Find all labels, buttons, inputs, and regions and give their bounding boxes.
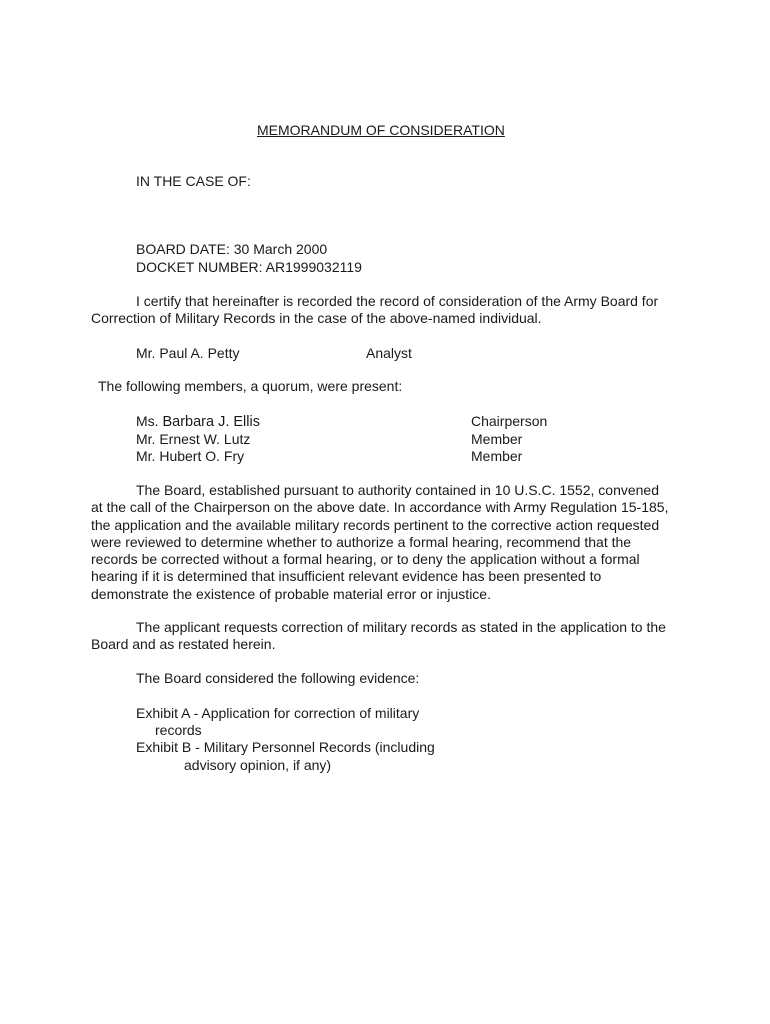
board-date: BOARD DATE: 30 March 2000 <box>136 241 328 257</box>
member-prefix: Ms. <box>136 413 163 429</box>
member-name <box>136 413 260 431</box>
applicant-paragraph-text: The applicant requests correction of military records as stated in the application to the Board and as restated herein. <box>91 619 666 653</box>
board-paragraph-text: The Board, established pursuant to authority contained in 10 U.S.C. 1552, convened at the call of the Chairperson on the above date. In accordance with Army Regulation 15-185, the application and the available military records pertinent to the corrective action requested were reviewed to determine whether to authorize a formal hearing, recommend that the records be corrected without a formal hearing, or to deny the application without a formal hearing if it is determined that insufficient relevant evidence has been presented to demonstrate the existence of probable material error or injustice. <box>91 482 669 602</box>
member-name: Mr. Ernest W. Lutz <box>136 431 251 447</box>
member-role: Member <box>471 448 523 464</box>
exhibit-a-line2: records <box>155 722 202 738</box>
case-label: IN THE CASE OF: <box>136 173 251 189</box>
member-role: Chairperson <box>471 413 548 429</box>
analyst-role: Analyst <box>366 345 412 361</box>
member-name-text: Barbara J. Ellis <box>162 414 260 430</box>
applicant-paragraph <box>91 619 673 654</box>
docket-number: DOCKET NUMBER: AR1999032119 <box>136 259 362 275</box>
member-role: Member <box>471 431 523 447</box>
evidence-intro: The Board considered the following evidence: <box>136 670 420 686</box>
exhibit-a-line1: Exhibit A - Application for correction of military <box>136 705 420 721</box>
exhibit-b-line1: Exhibit B - Military Personnel Records (including <box>136 739 435 755</box>
memo-title: MEMORANDUM OF CONSIDERATION <box>257 122 505 138</box>
exhibit-b-line2: advisory opinion, if any) <box>184 757 332 773</box>
member-name: Mr. Hubert O. Fry <box>136 448 245 464</box>
analyst-name: Mr. Paul A. Petty <box>136 345 240 361</box>
members-intro: The following members, a quorum, were present: <box>98 378 403 394</box>
certify-text: I certify that hereinafter is recorded the record of consideration of the Army Board for Correction of Military Records in the case of the above-named individual. <box>91 293 659 327</box>
board-paragraph <box>91 482 673 603</box>
certify-paragraph <box>91 293 681 328</box>
